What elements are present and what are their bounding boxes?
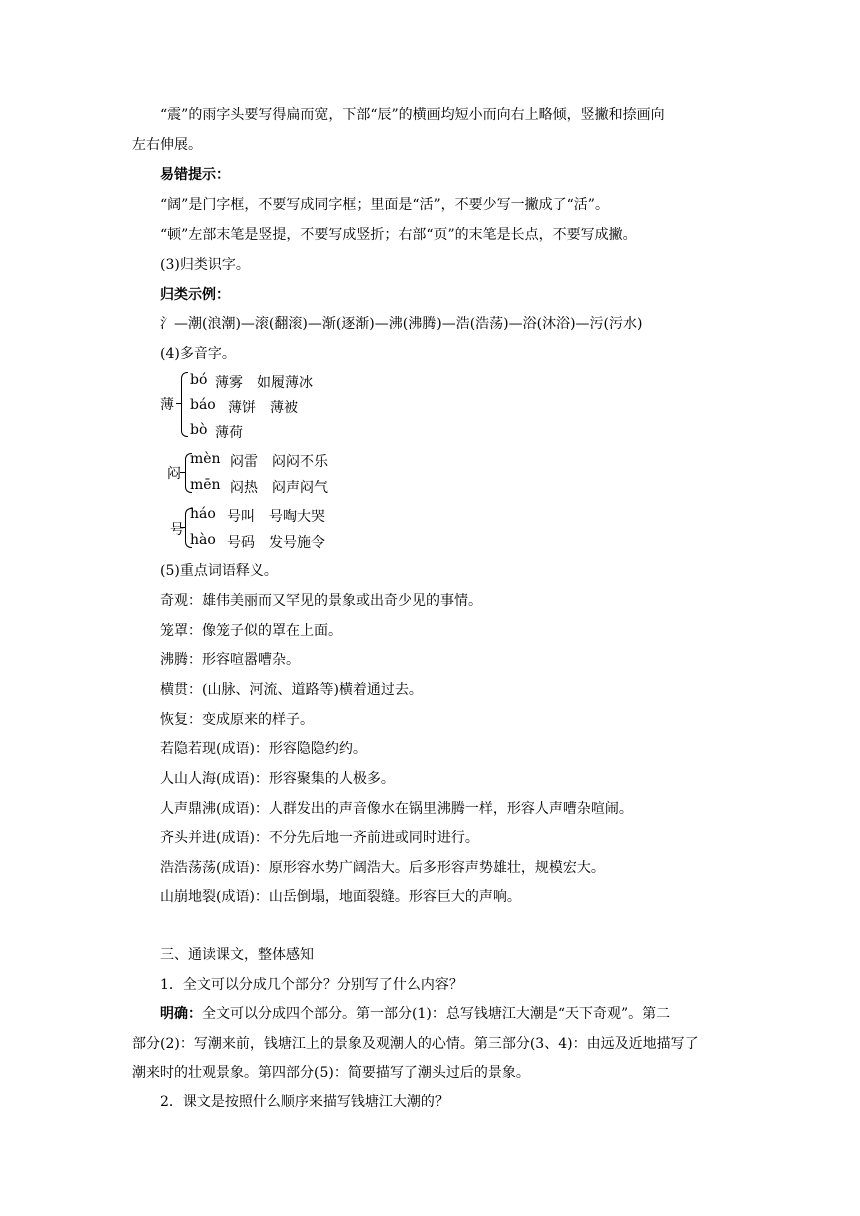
polyphonic-heading: (4)多音字。 (160, 346, 236, 362)
glossary-item: 人山人海(成语)：形容聚集的人极多。 (160, 771, 395, 787)
glossary-item: 沸腾：形容喧嚣嘈杂。 (160, 652, 300, 668)
zhen-paragraph-line1: “震”的雨字头要写得扁而宽，下部“辰”的横画均短小而向右上略倾，竖撇和捺画向 (160, 107, 665, 123)
polyphonic-char: 号 (170, 522, 184, 538)
brace-tip-icon (180, 527, 185, 528)
zhen-paragraph-line2: 左右伸展。 (132, 137, 202, 153)
polyphonic-pinyin: mèn (190, 451, 221, 467)
polyphonic-char: 闷 (167, 466, 181, 482)
question-2: 2．课文是按照什么顺序来描写钱塘江大潮的？ (160, 1094, 449, 1110)
polyphonic-pinyin: bò (190, 422, 208, 438)
glossary-item: 人声鼎沸(成语)：人群发出的声音像水在锅里沸腾一样，形容人声嘈杂喧闹。 (160, 801, 633, 817)
polyphonic-words: 闷热 闷声闷气 (230, 480, 328, 496)
polyphonic-pinyin: háo (190, 506, 216, 522)
section-heading: 三、通读课文，整体感知 (160, 947, 314, 963)
glossary-item: 浩浩荡荡(成语)：原形容水势广阔浩大。后多形容声势雄壮，规模宏大。 (160, 860, 605, 876)
glossary-heading: (5)重点词语释义。 (160, 563, 278, 579)
classify-example-line: 氵—潮(浪潮)—滚(翻滚)—渐(逐渐)—沸(沸腾)—浩(浩荡)—浴(沐浴)—污(污水) (160, 316, 643, 332)
error-tips-heading: 易错提示： (160, 167, 230, 183)
classify-example-heading: 归类示例： (160, 287, 230, 303)
polyphonic-words: 闷雷 闷闷不乐 (230, 454, 328, 470)
polyphonic-pinyin: hào (190, 532, 216, 548)
polyphonic-pinyin: mēn (190, 477, 221, 493)
brace-tip-icon (180, 472, 185, 473)
glossary-item: 横贯：(山脉、河流、道路等)横着通过去。 (160, 682, 423, 698)
answer-text: 全文可以分成四个部分。第一部分(1)：总写钱塘江大潮是“天下奇观”。第二 (202, 1006, 671, 1022)
glossary-item: 若隐若现(成语)：形容隐隐约约。 (160, 741, 367, 757)
error-tip-item: “阔”是门字框，不要写成同字框；里面是“活”，不要少写一撇成了“活”。 (160, 197, 609, 213)
answer-line-2: 部分(2)：写潮来前，钱塘江上的景象及观潮人的心情。第三部分(3、4)：由远及近地描写了 (132, 1036, 699, 1052)
error-tip-item: “顿”左部末笔是竖提，不要写成竖折；右部“页”的末笔是长点，不要写成撇。 (160, 227, 637, 243)
glossary-item: 恢复：变成原来的样子。 (160, 712, 314, 728)
answer-line-1 (160, 1005, 670, 1023)
polyphonic-char: 薄 (160, 397, 174, 413)
answer-line-3: 潮来时的壮观景象。第四部分(5)：简要描写了潮头过后的景象。 (132, 1065, 530, 1081)
polyphonic-words: 薄雾 如履薄冰 (215, 375, 313, 391)
classify-heading: (3)归类识字。 (160, 257, 250, 273)
polyphonic-words: 号叫 号啕大哭 (227, 509, 325, 525)
glossary-item: 齐头并进(成语)：不分先后地一齐前进或同时进行。 (160, 830, 479, 846)
brace-icon (181, 372, 188, 437)
glossary-item: 笼罩：像笼子似的罩在上面。 (160, 623, 342, 639)
question-1: 1．全文可以分成几个部分？分别写了什么内容？ (160, 977, 463, 993)
glossary-item: 奇观：雄伟美丽而又罕见的景象或出奇少见的事情。 (160, 593, 482, 609)
answer-label: 明确： (160, 1006, 202, 1022)
polyphonic-words: 号码 发号施令 (227, 535, 325, 551)
polyphonic-pinyin: bó (190, 372, 208, 388)
polyphonic-words: 薄荷 (215, 425, 243, 441)
polyphonic-pinyin: báo (190, 397, 216, 413)
polyphonic-words: 薄饼 薄被 (228, 400, 298, 416)
brace-tip-icon (176, 403, 181, 404)
glossary-item: 山崩地裂(成语)：山岳倒塌，地面裂缝。形容巨大的声响。 (160, 889, 521, 905)
